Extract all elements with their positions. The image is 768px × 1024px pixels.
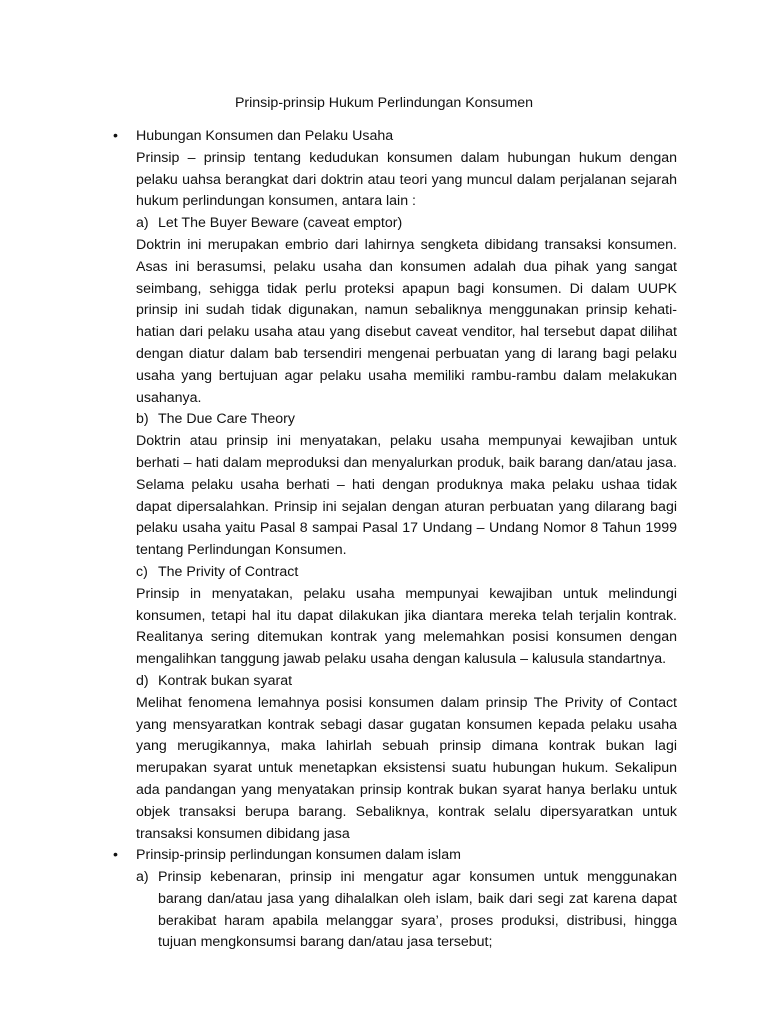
list-item-principle-a [136,867,677,954]
section-islamic-principles [0,845,768,954]
section-intro-paragraph: Prinsip – prinsip tentang kedudukan konsumen dalam hubungan hukum dengan pelaku uahsa berangkat dari doktrin atau teori yang muncul dalam perjalanan sejarah hukum perlindungan konsumen, antara lain : [136,149,677,210]
doctrine-label: The Privity of Contract [158,563,299,580]
section-heading: Prinsip-prinsip perlindungan konsumen dalam islam [136,847,461,864]
doctrine-paragraph: Doktrin atau prinsip ini menyatakan, pelaku usaha mempunyai kewajiban untuk berhati – hati dalam meproduksi dan menyalurkan produk, baik barang dan/atau jasa. Selama pelaku usaha berhati – hati dengan produknya maka pelaku ushaa tidak dapat dipersalahkan. Prinsip ini sejalan dengan aturan perbuatan yang dilarang bagi pelaku usaha yaitu Pasal 8 sampai Pasal 17 Undang – Undang Nomor 8 Tahun 1999 tentang Perlindungan Konsumen. [136,433,677,559]
doctrine-paragraph: Prinsip in menyatakan, pelaku usaha mempunyai kewajiban untuk melindungi konsumen, tetapi hal itu dapat dilakukan jika diantara mereka telah terjalin kontrak. Realitanya sering ditemukan kontrak yang melemahkan posisi konsumen dengan mengalihkan tanggung jawab pelaku usaha dengan kalusula – kalusula standartnya. [136,585,677,668]
list-marker: a) [136,215,149,232]
section-heading: Hubungan Konsumen dan Pelaku Usaha [136,128,394,144]
bullet-icon: • [113,847,118,864]
bullet-icon: • [113,128,118,144]
principle-paragraph: Prinsip kebenaran, prinsip ini mengatur agar konsumen untuk menggunakan barang dan/atau jasa yang dihalalkan oleh islam, baik dari segi zat karena dapat berakibat haram apabila melanggar syara’, proses produksi, distribusi, hingga tujuan mengkonsumsi barang dan/atau jasa tersebut; [158,869,677,951]
list-item-doctrine-c [136,562,677,584]
list-marker: d) [136,672,149,689]
doctrine-paragraph: Melihat fenomena lemahnya posisi konsumen dalam prinsip The Privity of Contact yang mensyaratkan kontrak sebagi dasar gugatan konsumen kepada pelaku usaha yang merugikannya, maka lahirlah sebuah prinsip dimana kontrak bukan lagi merupakan syarat untuk menetapkan eksistensi suatu hubungan hukum. Sekalipun ada pandangan yang menyatakan prinsip kontrak bukan syarat hanya berlaku untuk objek transaksi berupa barang. Sebaliknya, kontrak selalu dipersyaratkan untuk transaksi konsumen dibidang jasa [136,694,677,842]
list-marker: b) [136,411,149,428]
section-consumer-relations [0,126,768,845]
list-marker: c) [136,563,148,580]
doctrine-label: Let The Buyer Beware (caveat emptor) [158,215,403,232]
list-item-doctrine-a [136,213,677,235]
doctrine-label: Kontrak bukan syarat [158,672,293,689]
list-marker: a) [136,869,149,886]
list-item-doctrine-d [136,671,677,693]
doctrine-paragraph: Doktrin ini merupakan embrio dari lahirnya sengketa dibidang transaksi konsumen. Asas ini berasumsi, pelaku usaha dan konsumen adalah dua pihak yang sangat seimbang, sehigga tidak perlu proteksi apapun bagi konsumen. Di dalam UUPK prinsip ini sudah tidak digunakan, namun sebaliknya menggunakan prinsip kehati-hatian dari pelaku usaha atau yang disebut caveat venditor, hal tersebut dapat dilihat dengan diatur dalam bab tersendiri mengenai perbuatan yang di larang bagi pelaku usaha yang bertujuan agar pelaku usaha memiliki rambu-rambu dalam melakukan usahanya. [136,236,677,406]
document-body [0,126,768,954]
document-title: Prinsip-prinsip Hukum Perlindungan Konsumen [234,95,534,111]
list-item-doctrine-b [136,409,677,431]
doctrine-label: The Due Care Theory [158,411,295,428]
